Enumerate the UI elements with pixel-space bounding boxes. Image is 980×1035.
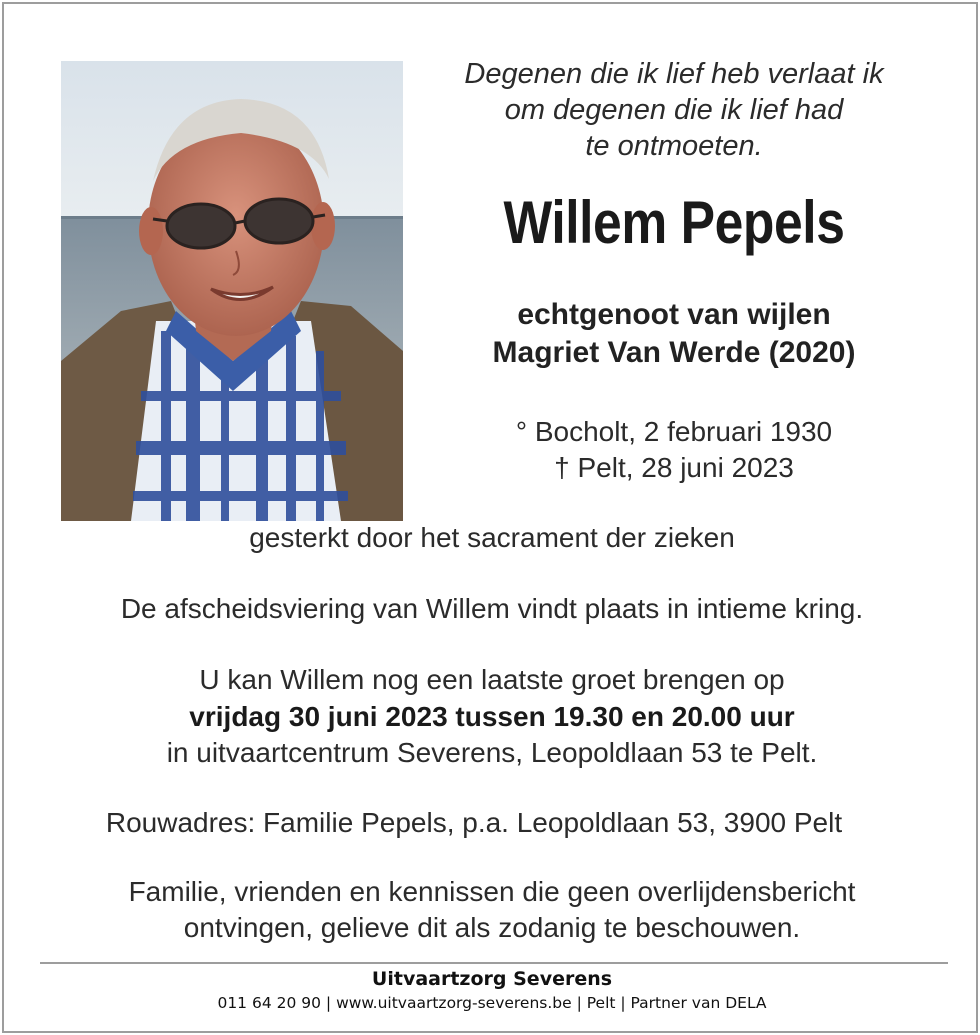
quote-line: Degenen die ik lief heb verlaat ik	[464, 58, 884, 90]
funeral-company-info: 011 64 20 90 | www.uitvaartzorg-severens.be | Pelt | Partner van DELA	[217, 994, 767, 1012]
notice-line2: ontvingen, gelieve dit als zodanig te beschouwen.	[183, 912, 801, 943]
life-dates	[434, 414, 914, 486]
mourning-address: Rouwadres: Familie Pepels, p.a. Leopoldlaan 53, 3900 Pelt	[105, 807, 843, 838]
quote-line: om degenen die ik lief had	[504, 94, 844, 126]
death-date: † Pelt, 28 juni 2023	[554, 452, 794, 483]
notice-line1: Familie, vrienden en kennissen die geen overlijdensbericht	[128, 876, 856, 907]
obituary-card	[2, 2, 978, 1033]
visit-text-line1: U kan Willem nog een laatste groet brengen op	[199, 664, 785, 695]
ceremony-text: De afscheidsviering van Willem vindt plaats in intieme kring.	[120, 593, 864, 624]
sacrament-text: gesterkt door het sacrament der zieken	[249, 522, 735, 553]
quote-line: te ontmoeten.	[585, 130, 763, 162]
spouse-info	[434, 296, 914, 372]
portrait-photo-image	[61, 61, 403, 521]
visit-datetime: vrijdag 30 juni 2023 tussen 19.30 en 20.00 uur	[189, 701, 795, 732]
funeral-company-name: Uitvaartzorg Severens	[371, 968, 613, 990]
visit-location: in uitvaartcentrum Severens, Leopoldlaan 53 te Pelt.	[166, 737, 818, 768]
footer-divider	[40, 962, 948, 964]
portrait-photo	[61, 61, 403, 521]
birth-date: ° Bocholt, 2 februari 1930	[515, 416, 833, 447]
memorial-quote	[434, 56, 914, 164]
deceased-name: Willem Pepels	[503, 189, 845, 256]
relation-line: echtgenoot van wijlen	[517, 298, 831, 331]
spouse-name: Magriet Van Werde (2020)	[492, 336, 856, 369]
